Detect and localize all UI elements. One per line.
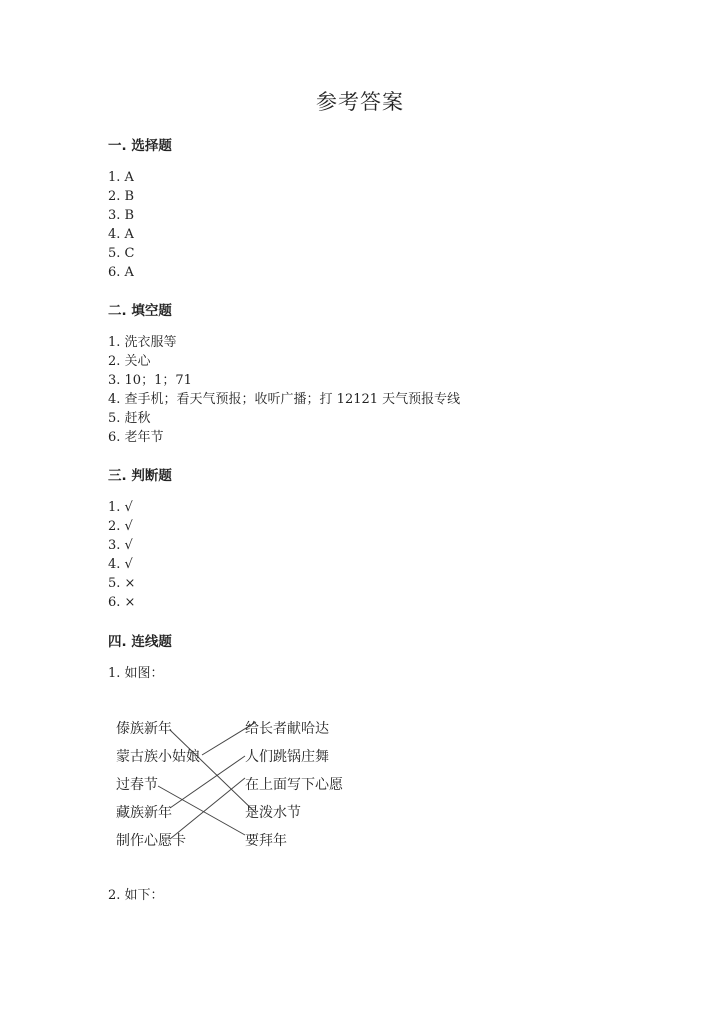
section-heading-judge: 三. 判断题 bbox=[108, 468, 172, 484]
right-item: 在上面写下心愿 bbox=[245, 777, 343, 793]
page-title: 参考答案 bbox=[316, 90, 404, 114]
answer-line: 1. 洗衣服等 bbox=[108, 335, 177, 350]
answer-line: 2. 关心 bbox=[108, 354, 151, 369]
left-item: 藏族新年 bbox=[116, 805, 172, 821]
answer-line: 5. × bbox=[108, 576, 136, 591]
answer-line: 4. 查手机；看天气预报；收听广播；打 12121 天气预报专线 bbox=[108, 392, 461, 407]
answer-line: 1. A bbox=[108, 170, 134, 185]
answer-line: 3. B bbox=[108, 208, 135, 223]
right-item: 给长者献哈达 bbox=[245, 721, 329, 737]
answer-line: 2. B bbox=[108, 189, 135, 204]
answer-line: 6. × bbox=[108, 595, 136, 610]
answer-line: 2. 如下： bbox=[108, 888, 164, 903]
answer-line: 4. A bbox=[108, 227, 134, 242]
left-item: 制作心愿卡 bbox=[116, 833, 186, 849]
left-item: 傣族新年 bbox=[116, 721, 172, 737]
answer-line: 5. C bbox=[108, 246, 135, 261]
section-heading-fill: 二. 填空题 bbox=[108, 303, 172, 319]
answer-line: 4. √ bbox=[108, 557, 133, 572]
answer-line: 1. √ bbox=[108, 500, 133, 515]
answer-line: 3. 10；1；71 bbox=[108, 373, 192, 388]
answer-line: 2. √ bbox=[108, 519, 133, 534]
right-item: 要拜年 bbox=[245, 833, 287, 849]
section-heading-match: 四. 连线题 bbox=[108, 634, 172, 650]
answer-line: 6. A bbox=[108, 265, 134, 280]
matching-diagram bbox=[108, 708, 368, 858]
section-heading-choice: 一. 选择题 bbox=[108, 138, 172, 154]
left-item: 蒙古族小姑娘 bbox=[116, 749, 200, 765]
answer-line: 3. √ bbox=[108, 538, 133, 553]
left-item: 过春节 bbox=[116, 777, 158, 793]
answer-line: 1. 如图： bbox=[108, 666, 164, 681]
right-item: 是泼水节 bbox=[245, 805, 301, 821]
answer-line: 5. 赶秋 bbox=[108, 411, 151, 426]
answer-line: 6. 老年节 bbox=[108, 430, 164, 445]
right-item: 人们跳锅庄舞 bbox=[245, 749, 329, 765]
